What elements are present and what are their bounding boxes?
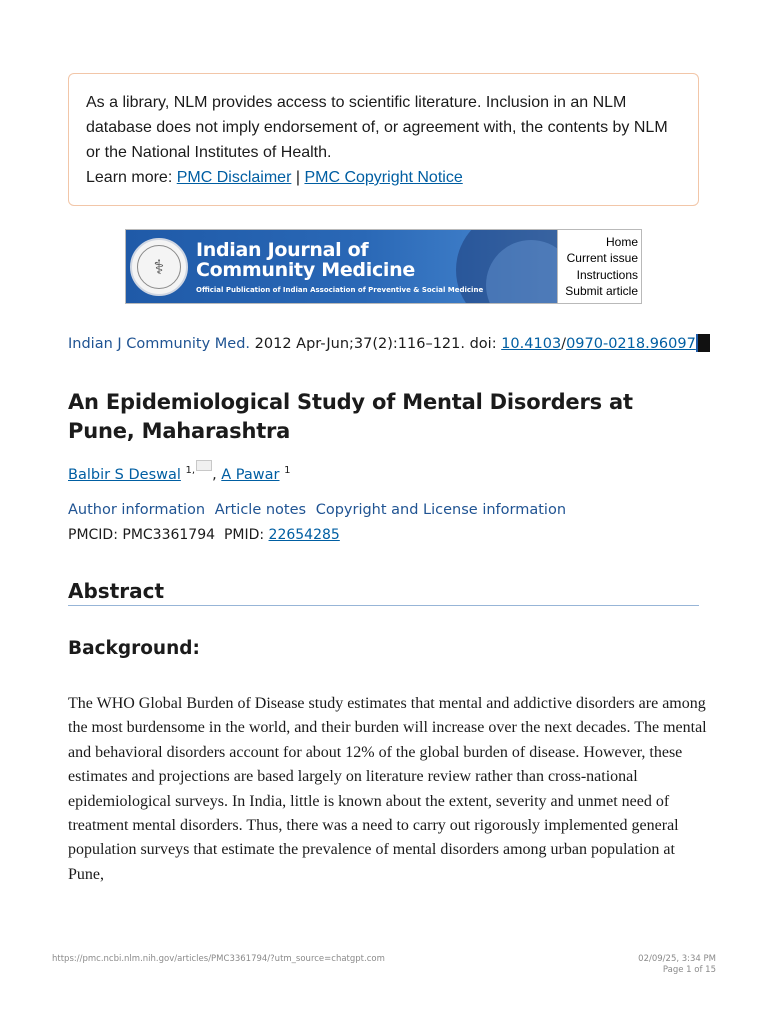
copyright-license-toggle[interactable]: Copyright and License information [315,502,567,518]
author-link[interactable]: Balbir S Deswal [68,467,181,483]
pmid-label: PMID: [223,527,265,543]
notice-text: As a library, NLM provides access to scientific literature. Inclusion in an NLM database does not imply endorsement of, or agreement with, the contents by NLM or the National Institutes of Health. [86,94,668,161]
abstract-heading: Abstract [68,577,699,606]
author-affiliation-sup[interactable]: 1, [185,465,196,477]
pmcid: PMCID: PMC3361794 [68,527,216,543]
article-notes-toggle[interactable]: Article notes [214,502,307,518]
background-paragraph: The WHO Global Burden of Disease study estimates that mental and addictive disorders are among the most burdensome in the world, and their burden will increase over the next decades. The mental and behavioral disorders account for about 12% of the global burden of disease. However, these estimates and projections are based largely on literature review rather than cross-national epidemiological surveys. In India, little is known about the extent, severity and unmet need of treatment mental disorders. Thus, there was a need to carry out rigorously implemented general population surveys that estimate the prevalence of mental disorders among urban population at Pune, [68,695,707,883]
external-link-icon [696,334,710,352]
banner-nav-current-issue[interactable]: Current issue [566,251,638,265]
notice-learn-more [86,165,681,190]
doi-suffix-link[interactable]: 0970-0218.96097 [566,336,696,352]
author-affiliation-sup[interactable]: 1 [284,465,291,477]
learn-more-label: Learn more: [86,169,173,186]
print-footer-meta [638,954,716,976]
citation-details: 2012 Apr-Jun;37(2):116–121. doi: [250,336,502,352]
journal-banner-nav [557,230,641,303]
background-heading: Background: [68,638,200,659]
email-icon[interactable] [196,460,212,471]
nlm-notice-box [68,73,699,206]
journal-banner-image[interactable] [126,230,557,303]
pmc-disclaimer-link[interactable]: PMC Disclaimer [176,169,292,186]
page-number: Page 1 of 15 [662,965,716,975]
author-information-toggle[interactable]: Author information [68,502,206,518]
article-info-links [68,499,571,521]
banner-nav-home[interactable]: Home [605,234,638,249]
article-identifiers [68,524,340,546]
journal-banner [125,229,642,304]
author-list: Balbir S Deswal $^{1,}$ , A Pawar $^1$ [68,460,290,486]
journal-banner-title: Indian Journal of Community Medicine [196,239,415,281]
print-datetime: 02/09/25, 3:34 PM [638,954,716,964]
article-title: An Epidemiological Study of Mental Disorders at Pune, Maharashtra [68,390,633,443]
journal-seal-icon: ⚕ [130,238,188,296]
banner-nav-instructions[interactable]: Instructions [576,267,638,282]
pmid-link[interactable]: 22654285 [268,527,340,543]
banner-nav-submit-article[interactable]: Submit article [565,284,638,298]
author-link[interactable]: A Pawar [221,467,280,483]
pmc-copyright-notice-link[interactable]: PMC Copyright Notice [304,169,463,186]
citation-line: Indian J Community Med. 2012 Apr-Jun;37(2):116–121. doi: 10.4103/0970-0218.96097 [68,333,710,355]
link-separator: | [295,169,300,186]
doi-prefix-link[interactable]: 10.4103 [501,336,562,352]
journal-name-link[interactable]: Indian J Community Med. [68,336,251,352]
print-footer-url: https://pmc.ncbi.nlm.nih.gov/articles/PMC3361794/?utm_source=chatgpt.com [52,954,385,964]
journal-banner-subtitle: Official Publication of Indian Association of Preventive & Social Medicine [196,286,484,294]
